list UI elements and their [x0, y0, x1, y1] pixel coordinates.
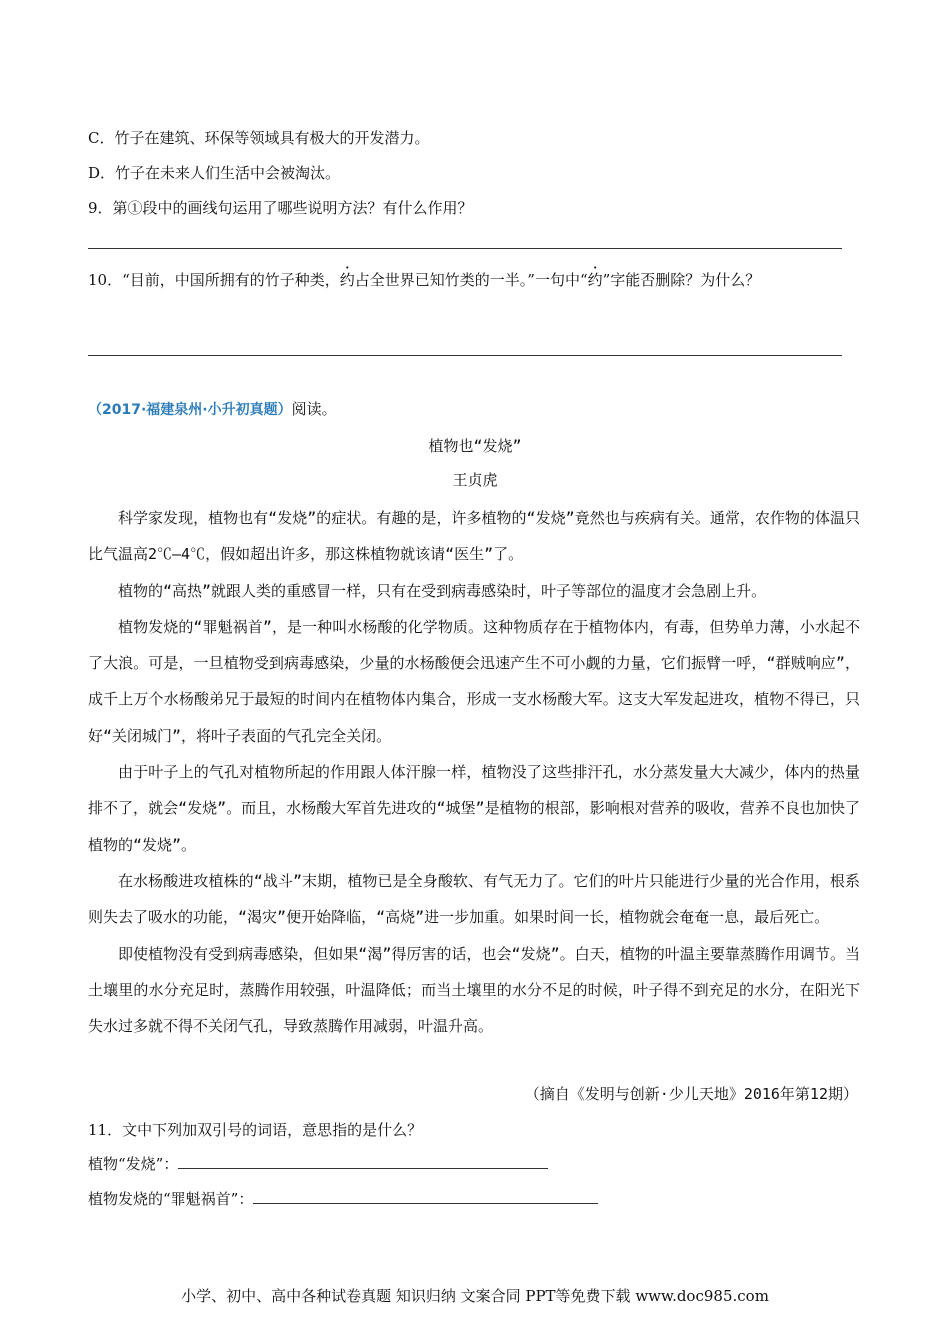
- article-paragraph: 即使植物没有受到病毒感染，但如果“渴”得厉害的话，也会“发烧”。白天，植物的叶温主要靠蒸腾作用调节。当土壤里的水分充足时，蒸腾作用较强，叶温降低；而当土壤里的水分不足的时候，叶子得不到充足的水分，在阳光下失水过多就不得不关闭气孔，导致蒸腾作用减弱，叶温升高。: [88, 944, 860, 1036]
- article-author: 王贞虎: [452, 471, 498, 489]
- article-paragraph: 科学家发现，植物也有“发烧”的症状。有趣的是，许多植物的“发烧”竟然也与疾病有关。通常，农作物的体温只比气温高2℃—4℃，假如超出许多，那这株植物就该请“医生”了。: [88, 509, 860, 564]
- article-paragraph: 植物发烧的“罪魁祸首”，是一种叫水杨酸的化学物质。这种物质存在于植物体内，有毒，但势单力薄，小水起不了大浪。可是，一旦植物受到病毒感染，少量的水杨酸便会迅速产生不可小觑的力量，它们振臂一呼，“群贼响应”，成千上万个水杨酸弟兄于最短的时间内在植物体内集合，形成一支水杨酸大军。这支大军发起进攻，植物不得已，只好“关闭城门”，将叶子表面的气孔完全关闭。: [88, 617, 860, 745]
- option-c: C．竹子在建筑、环保等领域具有极大的开发潜力。: [88, 129, 430, 147]
- article-title: 植物也“发烧”: [428, 437, 522, 455]
- article-paragraph: 由于叶子上的气孔对植物所起的作用跟人体汗腺一样，植物没了这些排汗孔，水分蒸发量大大减少，体内的热量排不了，就会“发烧”。而且，水杨酸大军首先进攻的“城堡”是植物的根部，影响根对营养的吸收，营养不良也加快了植物的“发烧”。: [88, 763, 860, 854]
- answer-line-q10[interactable]: [88, 355, 842, 356]
- article-credit: （摘自《发明与创新·少儿天地》2016年第12期）: [524, 1085, 858, 1103]
- question-9: 9．第①段中的画线句运用了哪些说明方法？有什么作用？: [88, 199, 473, 217]
- q11-item-1: [88, 1154, 548, 1174]
- q10-text-1: 10．“目前，中国所拥有的竹子种类，: [88, 271, 340, 289]
- q10-text-2: 占全世界已知竹类的一半。”一句中“: [354, 271, 588, 289]
- q11-answer-line-1[interactable]: [178, 1154, 548, 1169]
- q10-dotted-char-2: 约: [587, 271, 603, 289]
- q11-item-1-label: 植物“发烧”：: [88, 1155, 179, 1173]
- source-line: [88, 398, 337, 419]
- q11-item-2-label: 植物发烧的“罪魁祸首”：: [88, 1190, 254, 1208]
- q10-text-3: ”字能否删除？为什么？: [602, 271, 761, 289]
- question-10: [88, 270, 760, 290]
- q11-item-2: [88, 1189, 598, 1209]
- article-paragraph: 在水杨酸进攻植株的“战斗”末期，植物已是全身酸软、有气无力了。它们的叶片只能进行少量的光合作用，根系则失去了吸水的功能，“渴灾”便开始降临，“高烧”进一步加重。如果时间一长，植物就会奄奄一息，最后死亡。: [88, 871, 860, 927]
- question-11: 11．文中下列加双引号的词语，意思指的是什么？: [88, 1121, 423, 1139]
- q11-answer-line-2[interactable]: [253, 1189, 598, 1204]
- answer-line-q9[interactable]: [88, 248, 842, 249]
- option-d: D．竹子在未来人们生活中会被淘汰。: [88, 164, 341, 182]
- source-tag: （2017·福建泉州·小升初真题）: [88, 402, 292, 418]
- article-paragraph: 植物的“高热”就跟人类的重感冒一样，只有在受到病毒感染时，叶子等部位的温度才会急剧上升。: [118, 581, 767, 600]
- page-footer: 小学、初中、高中各种试卷真题 知识归纳 文案合同 PPT等免费下载 www.doc985.com: [181, 1287, 769, 1305]
- article-body: [88, 500, 860, 1044]
- q10-dotted-char: 约: [339, 271, 355, 289]
- source-instruction: 阅读。: [291, 400, 337, 418]
